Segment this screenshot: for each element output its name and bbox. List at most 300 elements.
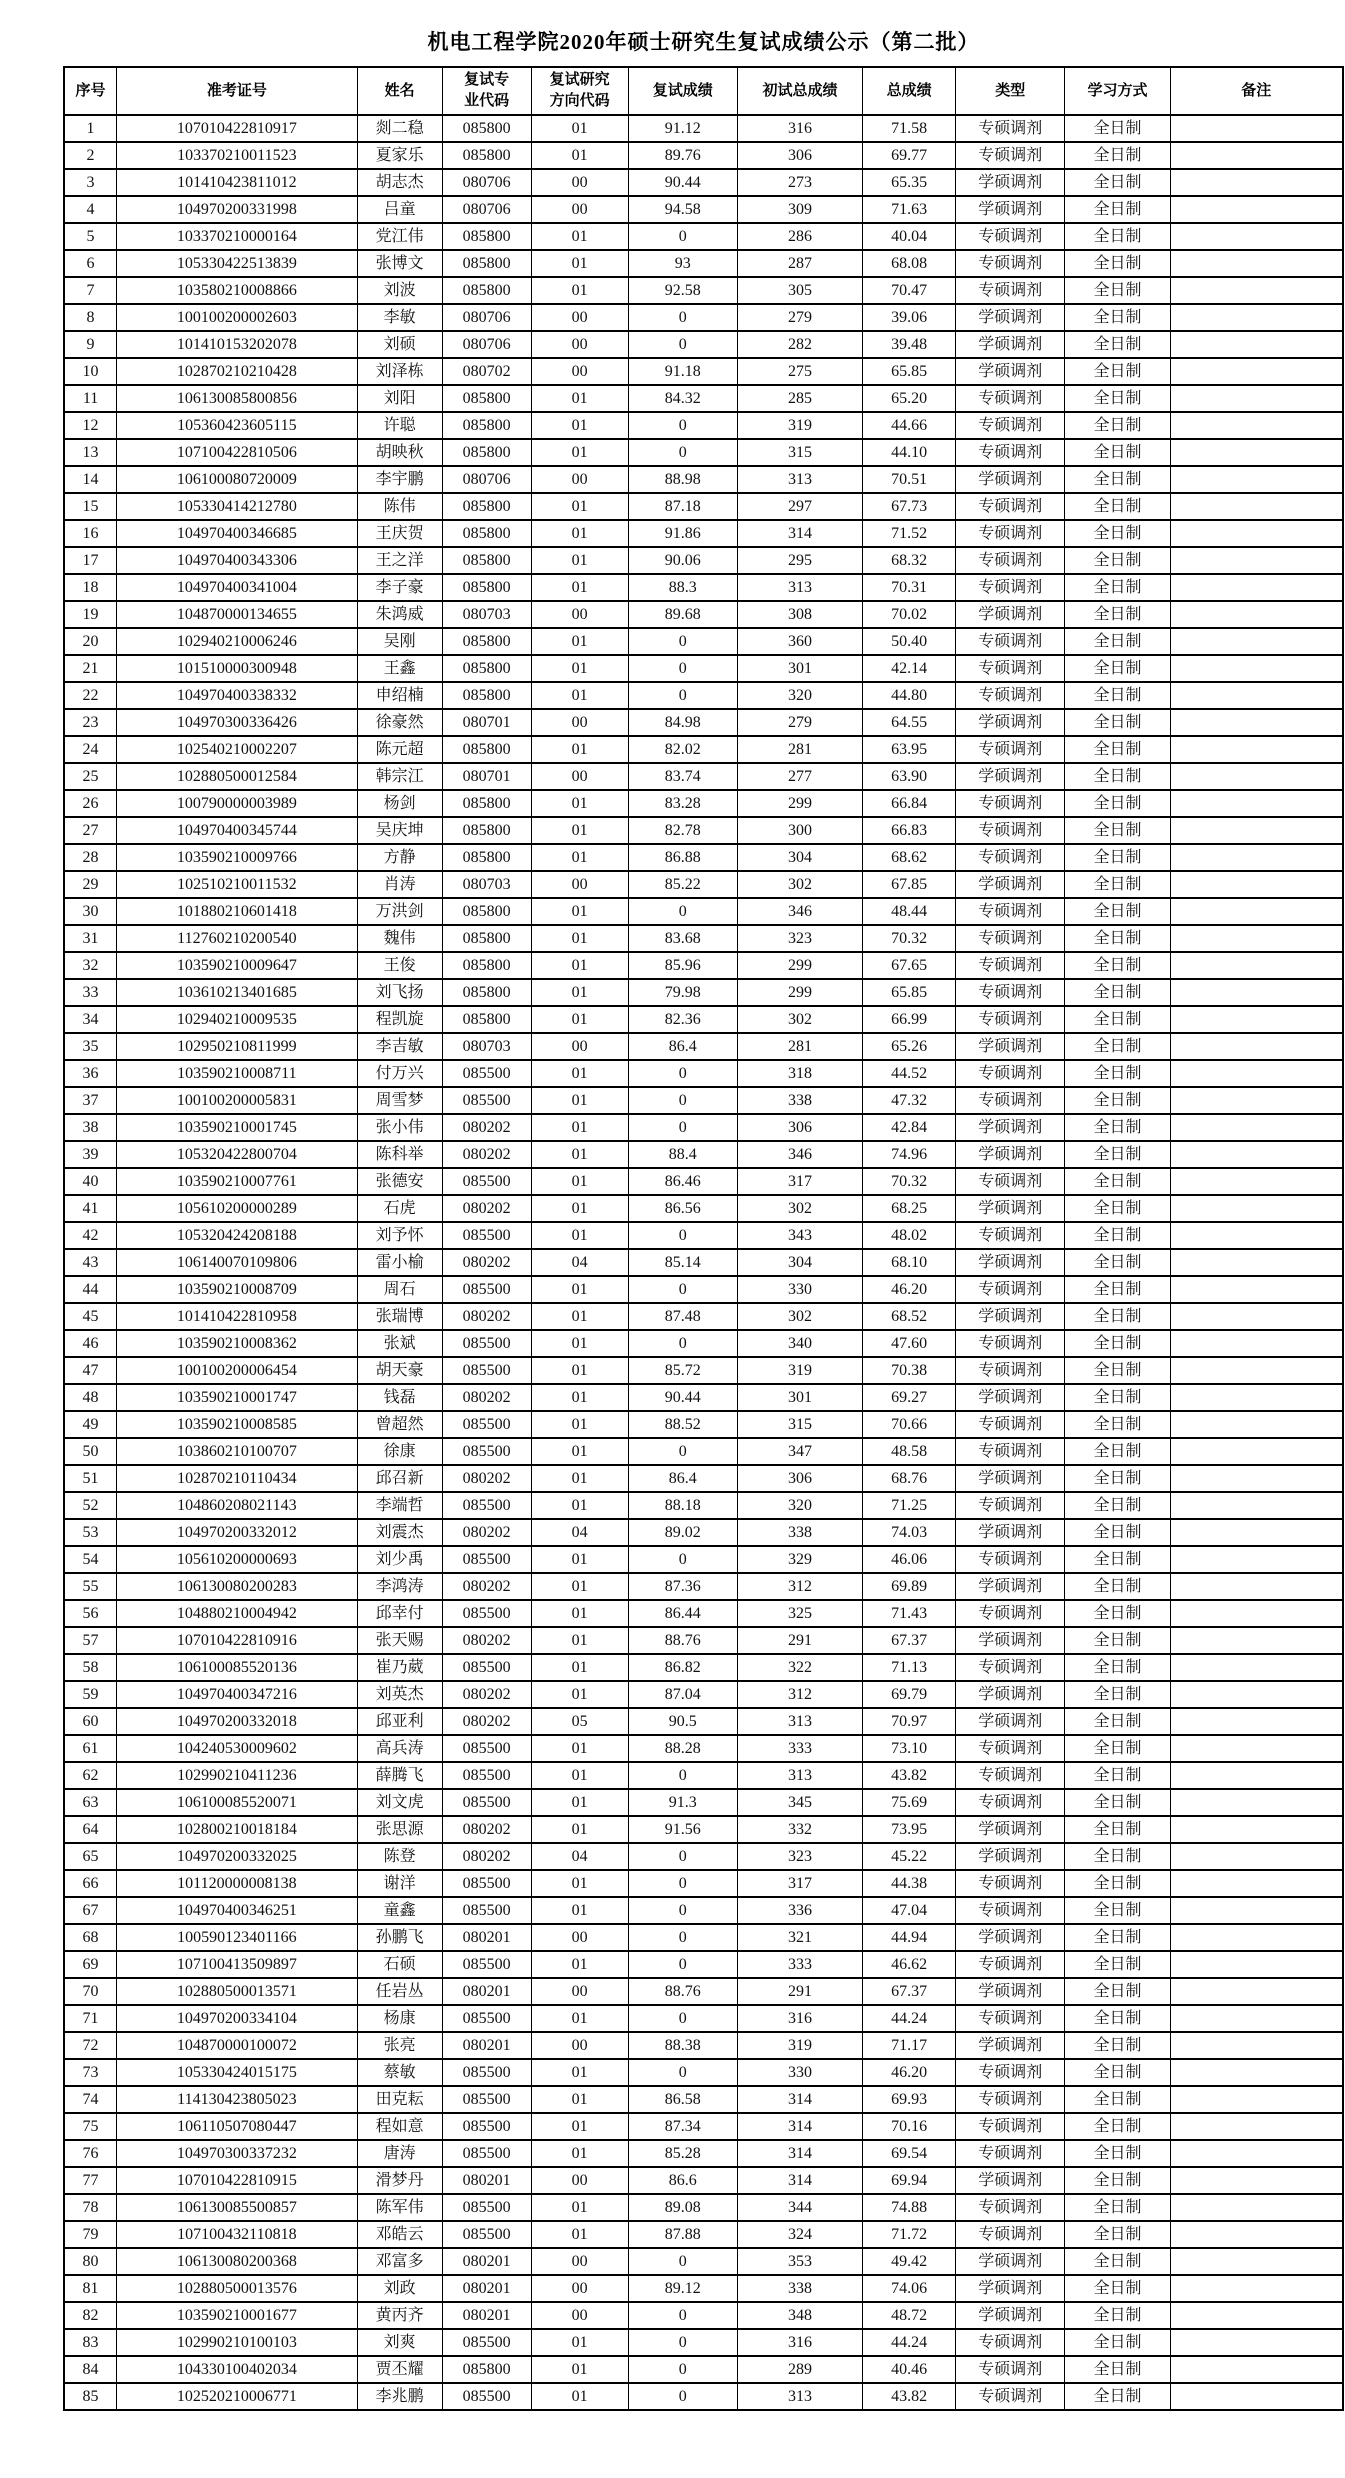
cell-admission-no: 103590210001745 (117, 1114, 358, 1141)
cell-retest-score: 88.28 (628, 1735, 737, 1762)
cell-index: 25 (64, 763, 117, 790)
cell-type: 学硕调剂 (956, 1249, 1065, 1276)
cell-study-mode: 全日制 (1065, 763, 1170, 790)
header-cell-direction-code: 复试研究 方向代码 (531, 67, 628, 115)
cell-type: 学硕调剂 (956, 871, 1065, 898)
cell-initial-total-score: 305 (737, 277, 862, 304)
cell-admission-no: 102990210100103 (117, 2329, 358, 2356)
cell-study-mode: 全日制 (1065, 1681, 1170, 1708)
cell-initial-total-score: 353 (737, 2248, 862, 2275)
cell-name: 刘飞扬 (357, 979, 442, 1006)
cell-name: 崔乃葳 (357, 1654, 442, 1681)
cell-study-mode: 全日制 (1065, 817, 1170, 844)
cell-name: 周石 (357, 1276, 442, 1303)
cell-index: 39 (64, 1141, 117, 1168)
cell-admission-no: 106100085520071 (117, 1789, 358, 1816)
cell-initial-total-score: 333 (737, 1951, 862, 1978)
cell-initial-total-score: 347 (737, 1438, 862, 1465)
cell-admission-no: 103590210009647 (117, 952, 358, 979)
table-row (64, 952, 1343, 979)
cell-major-code: 085500 (442, 1735, 531, 1762)
cell-initial-total-score: 318 (737, 1060, 862, 1087)
cell-index: 18 (64, 574, 117, 601)
cell-major-code: 085800 (442, 682, 531, 709)
table-row (64, 2302, 1343, 2329)
cell-study-mode: 全日制 (1065, 2086, 1170, 2113)
cell-admission-no: 104970400346685 (117, 520, 358, 547)
cell-index: 5 (64, 223, 117, 250)
cell-admission-no: 106140070109806 (117, 1249, 358, 1276)
cell-major-code: 085800 (442, 520, 531, 547)
cell-name: 刘文虎 (357, 1789, 442, 1816)
cell-direction-code: 04 (531, 1519, 628, 1546)
cell-study-mode: 全日制 (1065, 844, 1170, 871)
cell-type: 专硕调剂 (956, 115, 1065, 142)
cell-type: 专硕调剂 (956, 2059, 1065, 2086)
cell-study-mode: 全日制 (1065, 1087, 1170, 1114)
cell-remark (1170, 1492, 1343, 1519)
cell-retest-score: 0 (628, 1897, 737, 1924)
cell-direction-code: 00 (531, 358, 628, 385)
cell-major-code: 080202 (442, 1708, 531, 1735)
cell-type: 专硕调剂 (956, 547, 1065, 574)
cell-major-code: 080706 (442, 331, 531, 358)
cell-name: 胡映秋 (357, 439, 442, 466)
cell-initial-total-score: 330 (737, 2059, 862, 2086)
cell-index: 68 (64, 1924, 117, 1951)
cell-retest-score: 86.4 (628, 1465, 737, 1492)
cell-retest-score: 92.58 (628, 277, 737, 304)
cell-admission-no: 102880500013576 (117, 2275, 358, 2302)
cell-admission-no: 103590210008585 (117, 1411, 358, 1438)
cell-type: 专硕调剂 (956, 952, 1065, 979)
cell-retest-score: 89.12 (628, 2275, 737, 2302)
cell-total-score: 68.52 (863, 1303, 956, 1330)
cell-retest-score: 84.32 (628, 385, 737, 412)
cell-initial-total-score: 319 (737, 1357, 862, 1384)
cell-admission-no: 104880210004942 (117, 1600, 358, 1627)
cell-study-mode: 全日制 (1065, 466, 1170, 493)
cell-remark (1170, 1897, 1343, 1924)
cell-name: 胡志杰 (357, 169, 442, 196)
cell-direction-code: 01 (531, 2086, 628, 2113)
cell-remark (1170, 1735, 1343, 1762)
cell-admission-no: 100790000003989 (117, 790, 358, 817)
table-row (64, 1168, 1343, 1195)
table-row (64, 1033, 1343, 1060)
cell-index: 61 (64, 1735, 117, 1762)
cell-retest-score: 85.72 (628, 1357, 737, 1384)
cell-major-code: 080201 (442, 2275, 531, 2302)
cell-admission-no: 102940210009535 (117, 1006, 358, 1033)
cell-remark (1170, 1411, 1343, 1438)
cell-total-score: 69.94 (863, 2167, 956, 2194)
cell-major-code: 080201 (442, 1978, 531, 2005)
cell-study-mode: 全日制 (1065, 1870, 1170, 1897)
table-row (64, 385, 1343, 412)
cell-admission-no: 104970200331998 (117, 196, 358, 223)
cell-retest-score: 88.38 (628, 2032, 737, 2059)
cell-type: 学硕调剂 (956, 1195, 1065, 1222)
cell-initial-total-score: 340 (737, 1330, 862, 1357)
cell-major-code: 085800 (442, 223, 531, 250)
cell-type: 专硕调剂 (956, 1762, 1065, 1789)
cell-study-mode: 全日制 (1065, 1816, 1170, 1843)
cell-total-score: 73.10 (863, 1735, 956, 1762)
cell-total-score: 46.06 (863, 1546, 956, 1573)
table-row (64, 142, 1343, 169)
cell-retest-score: 83.68 (628, 925, 737, 952)
cell-remark (1170, 142, 1343, 169)
cell-total-score: 50.40 (863, 628, 956, 655)
cell-initial-total-score: 313 (737, 466, 862, 493)
table-row (64, 763, 1343, 790)
cell-major-code: 085500 (442, 2221, 531, 2248)
cell-name: 张博文 (357, 250, 442, 277)
cell-total-score: 44.24 (863, 2329, 956, 2356)
cell-name: 张瑞博 (357, 1303, 442, 1330)
cell-retest-score: 0 (628, 2356, 737, 2383)
table-row (64, 817, 1343, 844)
cell-major-code: 080201 (442, 1924, 531, 1951)
cell-name: 邱幸付 (357, 1600, 442, 1627)
cell-index: 32 (64, 952, 117, 979)
cell-admission-no: 106100080720009 (117, 466, 358, 493)
cell-index: 23 (64, 709, 117, 736)
cell-direction-code: 01 (531, 1384, 628, 1411)
cell-name: 陈伟 (357, 493, 442, 520)
cell-study-mode: 全日制 (1065, 628, 1170, 655)
cell-major-code: 085800 (442, 817, 531, 844)
cell-name: 石虎 (357, 1195, 442, 1222)
cell-initial-total-score: 348 (737, 2302, 862, 2329)
cell-remark (1170, 115, 1343, 142)
cell-type: 专硕调剂 (956, 1411, 1065, 1438)
cell-admission-no: 103590210001677 (117, 2302, 358, 2329)
cell-direction-code: 01 (531, 1897, 628, 1924)
cell-total-score: 44.66 (863, 412, 956, 439)
cell-initial-total-score: 291 (737, 1978, 862, 2005)
cell-remark (1170, 2140, 1343, 2167)
cell-type: 专硕调剂 (956, 2194, 1065, 2221)
cell-admission-no: 114130423805023 (117, 2086, 358, 2113)
cell-retest-score: 0 (628, 2005, 737, 2032)
cell-initial-total-score: 344 (737, 2194, 862, 2221)
cell-type: 专硕调剂 (956, 844, 1065, 871)
cell-major-code: 085800 (442, 250, 531, 277)
cell-index: 60 (64, 1708, 117, 1735)
cell-admission-no: 104970300336426 (117, 709, 358, 736)
cell-index: 59 (64, 1681, 117, 1708)
cell-admission-no: 102520210006771 (117, 2383, 358, 2410)
cell-admission-no: 105610200000693 (117, 1546, 358, 1573)
cell-name: 许聪 (357, 412, 442, 439)
cell-type: 专硕调剂 (956, 2383, 1065, 2410)
cell-name: 邓富多 (357, 2248, 442, 2275)
cell-name: 吴庆坤 (357, 817, 442, 844)
cell-type: 专硕调剂 (956, 1735, 1065, 1762)
cell-initial-total-score: 299 (737, 952, 862, 979)
cell-retest-score: 88.98 (628, 466, 737, 493)
cell-type: 专硕调剂 (956, 2005, 1065, 2032)
cell-direction-code: 00 (531, 2032, 628, 2059)
cell-remark (1170, 844, 1343, 871)
cell-name: 李子豪 (357, 574, 442, 601)
cell-admission-no: 101410422810958 (117, 1303, 358, 1330)
cell-major-code: 080201 (442, 2302, 531, 2329)
cell-major-code: 080703 (442, 1033, 531, 1060)
cell-total-score: 69.27 (863, 1384, 956, 1411)
cell-study-mode: 全日制 (1065, 925, 1170, 952)
cell-remark (1170, 520, 1343, 547)
cell-total-score: 44.10 (863, 439, 956, 466)
cell-remark (1170, 1546, 1343, 1573)
cell-index: 53 (64, 1519, 117, 1546)
cell-direction-code: 00 (531, 466, 628, 493)
cell-admission-no: 103370210011523 (117, 142, 358, 169)
cell-study-mode: 全日制 (1065, 1573, 1170, 1600)
cell-total-score: 66.84 (863, 790, 956, 817)
cell-total-score: 71.25 (863, 1492, 956, 1519)
cell-direction-code: 01 (531, 1195, 628, 1222)
cell-total-score: 69.77 (863, 142, 956, 169)
cell-direction-code: 00 (531, 331, 628, 358)
cell-type: 专硕调剂 (956, 2329, 1065, 2356)
cell-direction-code: 01 (531, 1681, 628, 1708)
cell-remark (1170, 709, 1343, 736)
cell-major-code: 085500 (442, 1411, 531, 1438)
cell-study-mode: 全日制 (1065, 169, 1170, 196)
cell-remark (1170, 1708, 1343, 1735)
cell-direction-code: 01 (531, 439, 628, 466)
cell-total-score: 68.08 (863, 250, 956, 277)
cell-major-code: 085500 (442, 2113, 531, 2140)
cell-major-code: 085800 (442, 844, 531, 871)
cell-remark (1170, 2329, 1343, 2356)
cell-admission-no: 104970400347216 (117, 1681, 358, 1708)
cell-initial-total-score: 282 (737, 331, 862, 358)
cell-type: 专硕调剂 (956, 1060, 1065, 1087)
cell-name: 孙鹏飞 (357, 1924, 442, 1951)
cell-total-score: 49.42 (863, 2248, 956, 2275)
cell-retest-score: 0 (628, 1870, 737, 1897)
cell-study-mode: 全日制 (1065, 1492, 1170, 1519)
cell-direction-code: 01 (531, 1735, 628, 1762)
cell-retest-score: 82.78 (628, 817, 737, 844)
cell-remark (1170, 1330, 1343, 1357)
cell-remark (1170, 1654, 1343, 1681)
cell-admission-no: 105330424015175 (117, 2059, 358, 2086)
cell-initial-total-score: 281 (737, 1033, 862, 1060)
cell-remark (1170, 1465, 1343, 1492)
cell-major-code: 080701 (442, 709, 531, 736)
cell-total-score: 74.03 (863, 1519, 956, 1546)
cell-type: 专硕调剂 (956, 574, 1065, 601)
cell-name: 李兆鹏 (357, 2383, 442, 2410)
cell-type: 学硕调剂 (956, 1681, 1065, 1708)
cell-study-mode: 全日制 (1065, 736, 1170, 763)
cell-retest-score: 88.3 (628, 574, 737, 601)
cell-retest-score: 0 (628, 1546, 737, 1573)
cell-index: 7 (64, 277, 117, 304)
cell-retest-score: 86.58 (628, 2086, 737, 2113)
cell-retest-score: 91.12 (628, 115, 737, 142)
cell-remark (1170, 2383, 1343, 2410)
cell-name: 邱亚利 (357, 1708, 442, 1735)
cell-remark (1170, 1816, 1343, 1843)
cell-index: 10 (64, 358, 117, 385)
cell-admission-no: 100100200006454 (117, 1357, 358, 1384)
cell-type: 学硕调剂 (956, 1573, 1065, 1600)
header-cell-initial-total-score: 初试总成绩 (737, 67, 862, 115)
cell-retest-score: 88.4 (628, 1141, 737, 1168)
cell-index: 51 (64, 1465, 117, 1492)
cell-major-code: 085500 (442, 2086, 531, 2113)
cell-total-score: 68.25 (863, 1195, 956, 1222)
cell-name: 付万兴 (357, 1060, 442, 1087)
cell-type: 专硕调剂 (956, 898, 1065, 925)
table-row (64, 1276, 1343, 1303)
cell-major-code: 080202 (442, 1114, 531, 1141)
table-row (64, 2329, 1343, 2356)
page-title: 机电工程学院2020年硕士研究生复试成绩公示（第二批） (427, 30, 980, 54)
cell-name: 唐涛 (357, 2140, 442, 2167)
cell-direction-code: 01 (531, 1060, 628, 1087)
cell-total-score: 71.58 (863, 115, 956, 142)
cell-name: 陈科举 (357, 1141, 442, 1168)
cell-name: 石硕 (357, 1951, 442, 1978)
cell-index: 37 (64, 1087, 117, 1114)
cell-direction-code: 01 (531, 142, 628, 169)
cell-total-score: 67.85 (863, 871, 956, 898)
cell-remark (1170, 223, 1343, 250)
cell-admission-no: 103590210001747 (117, 1384, 358, 1411)
cell-study-mode: 全日制 (1065, 2140, 1170, 2167)
cell-retest-score: 0 (628, 412, 737, 439)
table-row (64, 1924, 1343, 1951)
cell-major-code: 080202 (442, 1384, 531, 1411)
cell-index: 48 (64, 1384, 117, 1411)
cell-major-code: 080702 (442, 358, 531, 385)
cell-initial-total-score: 360 (737, 628, 862, 655)
cell-type: 专硕调剂 (956, 277, 1065, 304)
cell-name: 雷小榆 (357, 1249, 442, 1276)
cell-index: 52 (64, 1492, 117, 1519)
cell-initial-total-score: 306 (737, 1465, 862, 1492)
cell-initial-total-score: 299 (737, 979, 862, 1006)
cell-major-code: 085500 (442, 1087, 531, 1114)
cell-direction-code: 01 (531, 520, 628, 547)
cell-direction-code: 01 (531, 574, 628, 601)
cell-remark (1170, 169, 1343, 196)
cell-total-score: 69.89 (863, 1573, 956, 1600)
cell-total-score: 48.02 (863, 1222, 956, 1249)
cell-remark (1170, 1573, 1343, 1600)
cell-remark (1170, 898, 1343, 925)
cell-direction-code: 00 (531, 304, 628, 331)
cell-retest-score: 90.44 (628, 1384, 737, 1411)
table-row (64, 2356, 1343, 2383)
cell-initial-total-score: 309 (737, 196, 862, 223)
cell-initial-total-score: 299 (737, 790, 862, 817)
cell-type: 学硕调剂 (956, 1033, 1065, 1060)
cell-total-score: 48.72 (863, 2302, 956, 2329)
cell-name: 任岩丛 (357, 1978, 442, 2005)
cell-initial-total-score: 308 (737, 601, 862, 628)
cell-admission-no: 105360423605115 (117, 412, 358, 439)
cell-name: 李端哲 (357, 1492, 442, 1519)
cell-admission-no: 104240530009602 (117, 1735, 358, 1762)
cell-admission-no: 104860208021143 (117, 1492, 358, 1519)
cell-major-code: 085500 (442, 1600, 531, 1627)
cell-type: 专硕调剂 (956, 493, 1065, 520)
table-row (64, 466, 1343, 493)
cell-study-mode: 全日制 (1065, 2356, 1170, 2383)
cell-major-code: 080701 (442, 763, 531, 790)
table-row (64, 1897, 1343, 1924)
cell-initial-total-score: 320 (737, 1492, 862, 1519)
cell-total-score: 70.38 (863, 1357, 956, 1384)
cell-total-score: 69.54 (863, 2140, 956, 2167)
cell-name: 刘少禹 (357, 1546, 442, 1573)
table-row (64, 2167, 1343, 2194)
table-row (64, 250, 1343, 277)
table-row (64, 844, 1343, 871)
table-row (64, 439, 1343, 466)
table-row (64, 2140, 1343, 2167)
cell-name: 韩宗江 (357, 763, 442, 790)
cell-initial-total-score: 302 (737, 871, 862, 898)
cell-name: 贾丕耀 (357, 2356, 442, 2383)
cell-name: 邱召新 (357, 1465, 442, 1492)
cell-name: 朱鸿威 (357, 601, 442, 628)
cell-admission-no: 112760210200540 (117, 925, 358, 952)
cell-initial-total-score: 301 (737, 655, 862, 682)
cell-study-mode: 全日制 (1065, 1114, 1170, 1141)
cell-study-mode: 全日制 (1065, 2221, 1170, 2248)
cell-index: 22 (64, 682, 117, 709)
cell-type: 学硕调剂 (956, 304, 1065, 331)
cell-name: 张德安 (357, 1168, 442, 1195)
cell-study-mode: 全日制 (1065, 2059, 1170, 2086)
cell-type: 专硕调剂 (956, 1951, 1065, 1978)
cell-admission-no: 104330100402034 (117, 2356, 358, 2383)
cell-major-code: 080202 (442, 1843, 531, 1870)
cell-name: 肖涛 (357, 871, 442, 898)
cell-name: 滑梦丹 (357, 2167, 442, 2194)
cell-major-code: 085800 (442, 439, 531, 466)
cell-retest-score: 82.36 (628, 1006, 737, 1033)
cell-major-code: 085500 (442, 1492, 531, 1519)
cell-total-score: 46.20 (863, 2059, 956, 2086)
cell-total-score: 71.13 (863, 1654, 956, 1681)
cell-direction-code: 01 (531, 1951, 628, 1978)
cell-remark (1170, 871, 1343, 898)
cell-retest-score: 88.76 (628, 1627, 737, 1654)
table-row (64, 1195, 1343, 1222)
cell-remark (1170, 682, 1343, 709)
cell-name: 方静 (357, 844, 442, 871)
cell-direction-code: 01 (531, 493, 628, 520)
cell-admission-no: 103590210008362 (117, 1330, 358, 1357)
table-row (64, 871, 1343, 898)
cell-name: 刘泽栋 (357, 358, 442, 385)
cell-major-code: 085800 (442, 493, 531, 520)
cell-total-score: 68.76 (863, 1465, 956, 1492)
table-row (64, 1222, 1343, 1249)
header-cell-study-mode: 学习方式 (1065, 67, 1170, 115)
cell-remark (1170, 1141, 1343, 1168)
